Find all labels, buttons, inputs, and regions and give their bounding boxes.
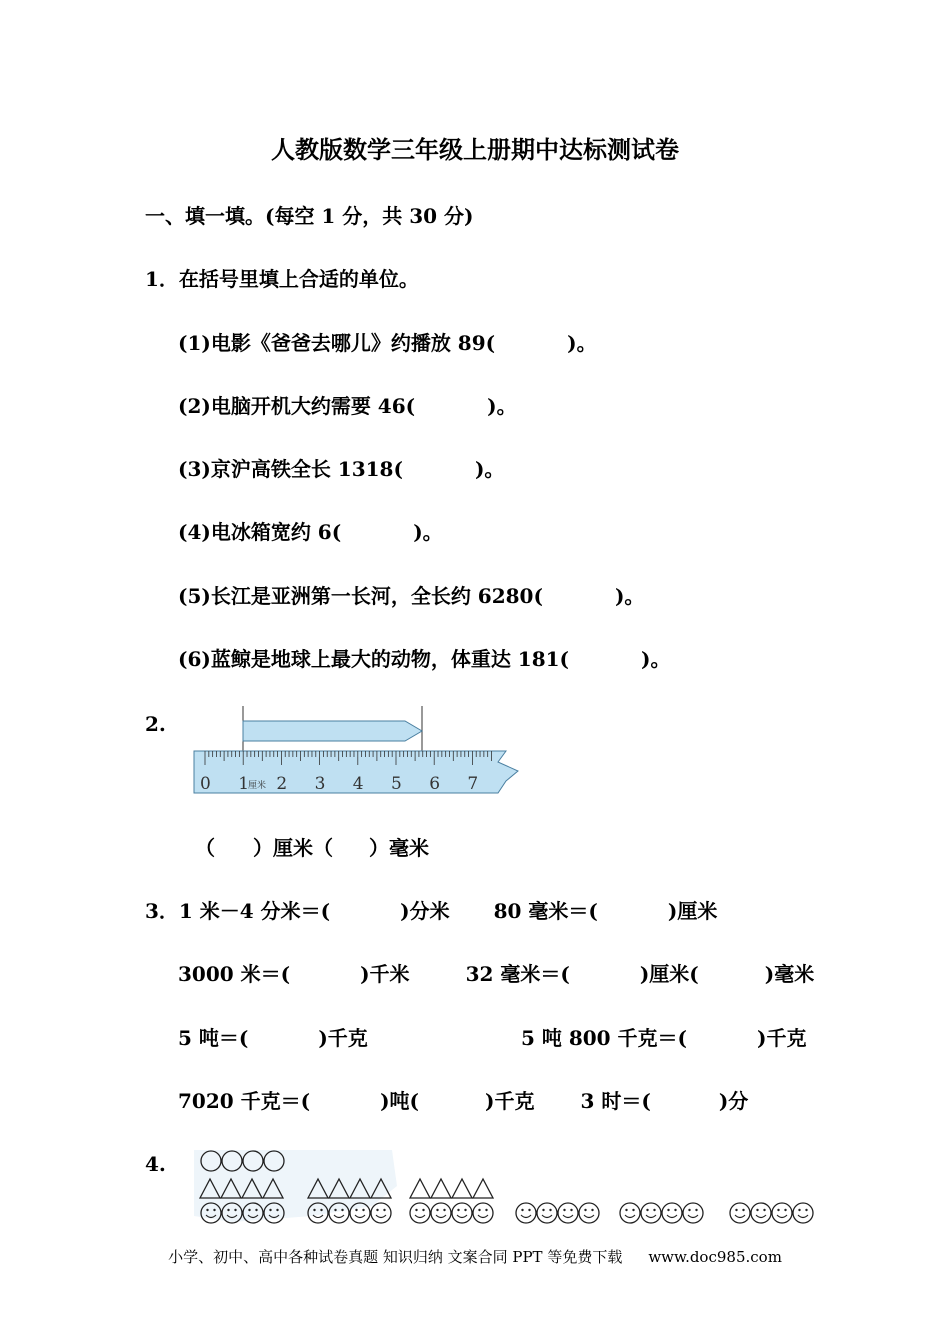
ruler-number-1: 1 — [238, 774, 250, 794]
footer: 小学、初中、高中各种试卷真题 知识归纳 文案合同 PPT 等免费下载 www.doc985.com — [168, 1248, 782, 1266]
triangle-shape — [431, 1179, 451, 1198]
ruler-unit-label: 厘米 — [248, 781, 267, 791]
smiley-shape — [641, 1203, 661, 1223]
smiley-shape — [662, 1203, 682, 1223]
smiley-shape — [579, 1203, 599, 1223]
triangle-shape — [410, 1179, 430, 1198]
smiley-shape — [751, 1203, 771, 1223]
smiley-shape — [371, 1203, 391, 1223]
page-title: 人教版数学三年级上册期中达标测试卷 — [271, 135, 679, 164]
question-3-row-4: 7020 千克＝( )吨( )千克 3 时＝( )分 — [178, 1089, 749, 1113]
ruler-number-0: 0 — [200, 774, 211, 794]
question-3-row-1: 3．1 米－4 分米＝( )分米 80 毫米＝( )厘米 — [145, 899, 718, 923]
question-3-row-3: 5 吨＝( )千克 — [178, 1026, 368, 1050]
pencil-strip — [243, 721, 422, 741]
triangle-shape — [452, 1179, 472, 1198]
smiley-shape — [516, 1203, 536, 1223]
smiley-shape — [772, 1203, 792, 1223]
q1-item-5: (5)长江是亚洲第一长河，全长约 6280( )。 — [178, 584, 645, 608]
q2-answer-line: （ ）厘米（ ）毫米 — [195, 836, 429, 860]
q1-item-2: (2)电脑开机大约需要 46( )。 — [178, 394, 517, 418]
smiley-shape — [620, 1203, 640, 1223]
q1-item-1: (1)电影《爸爸去哪儿》约播放 89( )。 — [178, 331, 597, 355]
q1-item-4: (4)电冰箱宽约 6( )。 — [178, 520, 443, 544]
shapes-figure — [192, 1146, 822, 1230]
smiley-shape — [730, 1203, 750, 1223]
ruler-number-3: 3 — [314, 774, 326, 794]
smiley-shape — [537, 1203, 557, 1223]
ruler-number-4: 4 — [352, 774, 364, 794]
smiley-shape — [473, 1203, 493, 1223]
smiley-shape — [452, 1203, 472, 1223]
ruler-number-5: 5 — [391, 774, 402, 794]
question-4-number: 4. — [145, 1152, 166, 1176]
question-1-heading: 1．在括号里填上合适的单位。 — [145, 267, 419, 291]
question-2-number: 2. — [145, 712, 166, 736]
ruler-number-7: 7 — [467, 774, 479, 794]
ruler-figure — [190, 703, 520, 798]
question-3-row-2: 3000 米＝( )千米 32 毫米＝( )厘米( )毫米 — [178, 962, 815, 986]
ruler-number-6: 6 — [429, 774, 441, 794]
section-heading: 一、填一填。(每空 1 分，共 30 分) — [145, 204, 474, 228]
triangle-shape — [473, 1179, 493, 1198]
q1-item-3: (3)京沪高铁全长 1318( )。 — [178, 457, 505, 481]
smiley-shape — [431, 1203, 451, 1223]
footer-url[interactable]: www.doc985.com — [648, 1248, 782, 1266]
smiley-shape — [558, 1203, 578, 1223]
q1-item-6: (6)蓝鲸是地球上最大的动物，体重达 181( )。 — [178, 647, 671, 671]
smiley-shape — [793, 1203, 813, 1223]
smiley-shape — [410, 1203, 430, 1223]
question-3-row-3b: 5 吨 800 千克＝( )千克 — [521, 1026, 807, 1050]
smiley-shape — [683, 1203, 703, 1223]
ruler-number-2: 2 — [276, 774, 288, 794]
